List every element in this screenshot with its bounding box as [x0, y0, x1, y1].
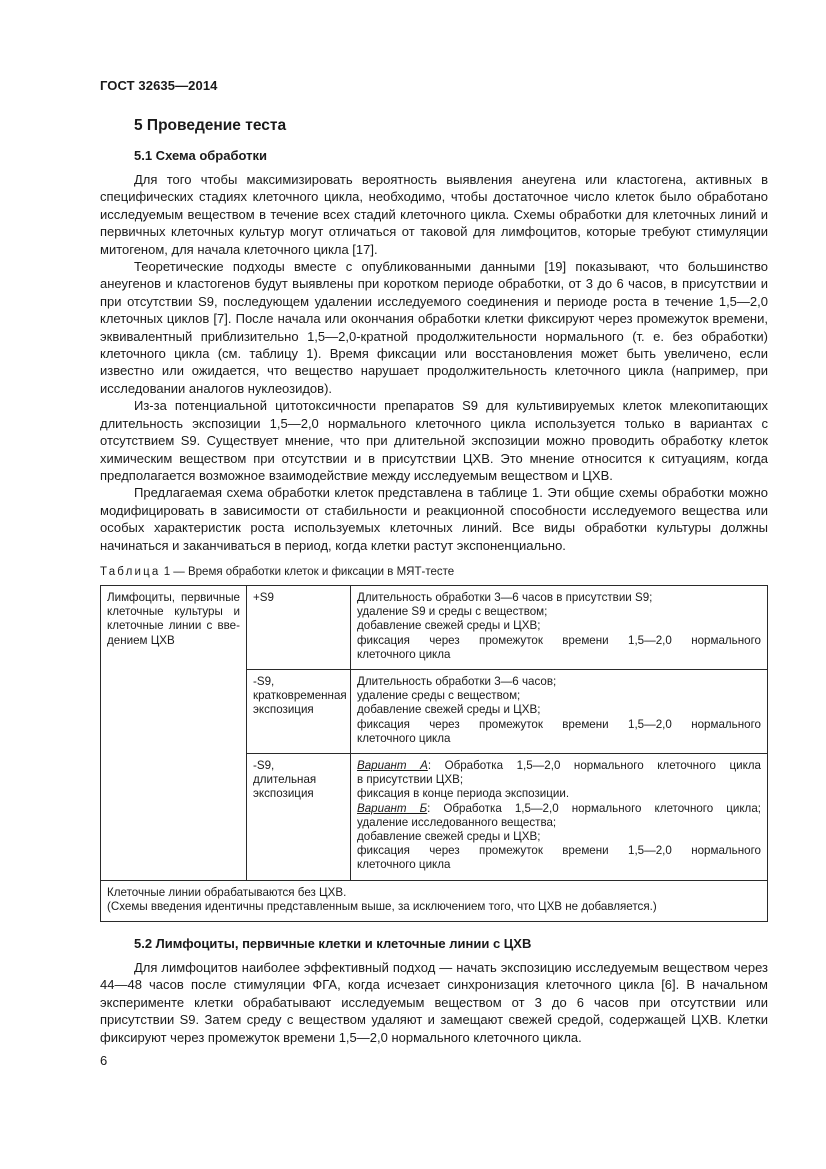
condition-line: длительная — [253, 773, 317, 787]
variant-a-line — [357, 759, 761, 773]
step-line: удаление исследованного вещества; — [357, 815, 557, 829]
footer-line: (Схемы введения идентичны представленным выше, за исключением того, что ЦХВ не добавляется.) — [107, 899, 657, 913]
variant-a-label: Вариант А — [357, 758, 428, 772]
document-header: ГОСТ 32635—2014 — [100, 78, 218, 93]
step-line: Длительность обработки 3—6 часов; — [357, 674, 557, 688]
step-line: фиксация через промежуток времени 1,5—2,0 нормального — [357, 633, 761, 647]
step-line: в присутствии ЦХВ; — [357, 773, 464, 787]
step-line: добавление свежей среды и ЦХВ; — [357, 829, 541, 843]
variant-b-line — [357, 802, 761, 816]
treatment-table — [100, 585, 768, 922]
step-line: клеточного цикла — [357, 731, 451, 745]
group-line: клеточные линии с вве- — [107, 619, 240, 633]
section-title: 5 Проведение теста — [134, 117, 287, 134]
page-number: 6 — [100, 1053, 108, 1068]
steps-cell — [351, 669, 768, 753]
step-line: фиксация в конце периода экспозиции. — [357, 787, 570, 801]
table-caption-label: Таблица — [100, 565, 161, 578]
step-line: фиксация через промежуток времени 1,5—2,0 нормального — [357, 844, 761, 858]
step-line: удаление S9 и среды с веществом; — [357, 605, 548, 619]
variant-a-text: : Обработка 1,5—2,0 нормального клеточного цикла — [427, 758, 761, 772]
paragraph-5: Для лимфоцитов наиболее эффективный подход — начать экспозицию исследуемым веществом через 44—48 часов после стимуляции ФГА, когда исчезает синхронизация клеточного цикла [6]. В начальном эксперименте клетки обрабатывают исследуемым веществом от 3 до 6 часов при отсутствии или присутствии S9. Затем среду с веществом удаляют и замещают свежей средой, содержащей ЦХВ. Клетки фиксируют через промежуток времени 1,5—2,0 нормального клеточного цикла. — [100, 960, 768, 1045]
variant-b-text: : Обработка 1,5—2,0 нормального клеточного цикла; — [427, 801, 761, 815]
condition-cell — [247, 753, 351, 880]
variant-b-label: Вариант Б — [357, 801, 428, 815]
subsection-title-5-2: 5.2 Лимфоциты, первичные клетки и клеточные линии с ЦХВ — [134, 936, 532, 951]
table-row — [101, 585, 768, 669]
steps-cell — [351, 753, 768, 880]
condition-cell — [247, 585, 351, 669]
group-line: дением ЦХВ — [107, 633, 175, 647]
step-line: клеточного цикла — [357, 858, 451, 872]
step-line: Длительность обработки 3—6 часов в присутствии S9; — [357, 590, 653, 604]
subsection-title-5-1: 5.1 Схема обработки — [134, 148, 267, 163]
paragraph-3: Из-за потенциальной цитотоксичности препаратов S9 для культивируемых клеток млекопитающих длительность экспозиции 1,5—2,0 нормального клеточного цикла используется только в вариантах с отсутствием S9. Существует мнение, что при длительной экспозиции можно проводить обработку клеток химическим веществом при отсутствии и в присутствии ЦХВ. Это мнение относится к ситуациям, когда предполагается возможное взаимодействие между исследуемым веществом и ЦХВ. — [100, 398, 768, 483]
condition-line: экспозиция — [253, 703, 314, 717]
table-footer-cell — [101, 880, 768, 921]
step-line: фиксация через промежуток времени 1,5—2,0 нормального — [357, 717, 761, 731]
condition-line: -S9, — [253, 758, 275, 772]
table-footer-row — [101, 880, 768, 921]
table-caption — [100, 565, 768, 580]
table-caption-text: 1 — Время обработки клеток и фиксации в МЯТ-тесте — [160, 565, 455, 578]
footer-line: Клеточные линии обрабатываются без ЦХВ. — [107, 885, 347, 899]
step-line: удаление среды с веществом; — [357, 689, 521, 703]
step-line: добавление свежей среды и ЦХВ; — [357, 703, 541, 717]
group-line: Лимфоциты, первичные — [107, 590, 240, 604]
condition-line: -S9, — [253, 674, 275, 688]
condition-line: экспозиция — [253, 787, 314, 801]
group-cell — [101, 585, 247, 880]
condition-line: кратковременная — [253, 689, 347, 703]
paragraph-2: Теоретические подходы вместе с опубликованными данными [19] показывают, что большинство анеугенов и кластогенов будут выявлены при коротком периоде обработки, от 3 до 6 часов, в присутствии и при отсутствии S9, последующем удалении исследуемого соединения и периоде роста в течение 1,5—2,0 клеточных циклов [7]. После начала или окончания обработки клетки фиксируют через промежуток времени, эквивалентный приблизительно 1,5—2,0-кратной продолжительности нормального (т. е. без обработки) клеточного цикла (см. таблицу 1). Время фиксации или восстановления может быть увеличено, если известно или ожидается, что вещество нарушает продолжительность клеточного цикла (например, при исследовании аналогов нуклеозидов). — [100, 259, 768, 396]
steps-cell — [351, 585, 768, 669]
step-line: добавление свежей среды и ЦХВ; — [357, 619, 541, 633]
step-line: клеточного цикла — [357, 647, 451, 661]
group-line: клеточные культуры и — [107, 605, 240, 619]
condition-cell — [247, 669, 351, 753]
page-content — [100, 116, 768, 1046]
paragraph-1: Для того чтобы максимизировать вероятность выявления анеугена или кластогена, активных в специфических стадиях клеточного цикла, необходимо, чтобы достаточное число клеток было обработано исследуемым веществом в течение всех стадий клеточного цикла. Схемы обработки для клеточных линий и первичных клеточных культур могут отличаться от таковой для лимфоцитов, которые требуют стимуляции митогеном, для начала клеточного цикла [17]. — [100, 172, 768, 257]
condition-line: +S9 — [253, 590, 274, 604]
paragraph-4: Предлагаемая схема обработки клеток представлена в таблице 1. Эти общие схемы обработки можно модифицировать в зависимости от стабильности и реакционной способности исследуемого вещества или особых характеристик роста используемых клеточных линий. Все виды обработки культуры должны начинаться и заканчиваться в период, когда клетки растут экспоненциально. — [100, 485, 768, 553]
